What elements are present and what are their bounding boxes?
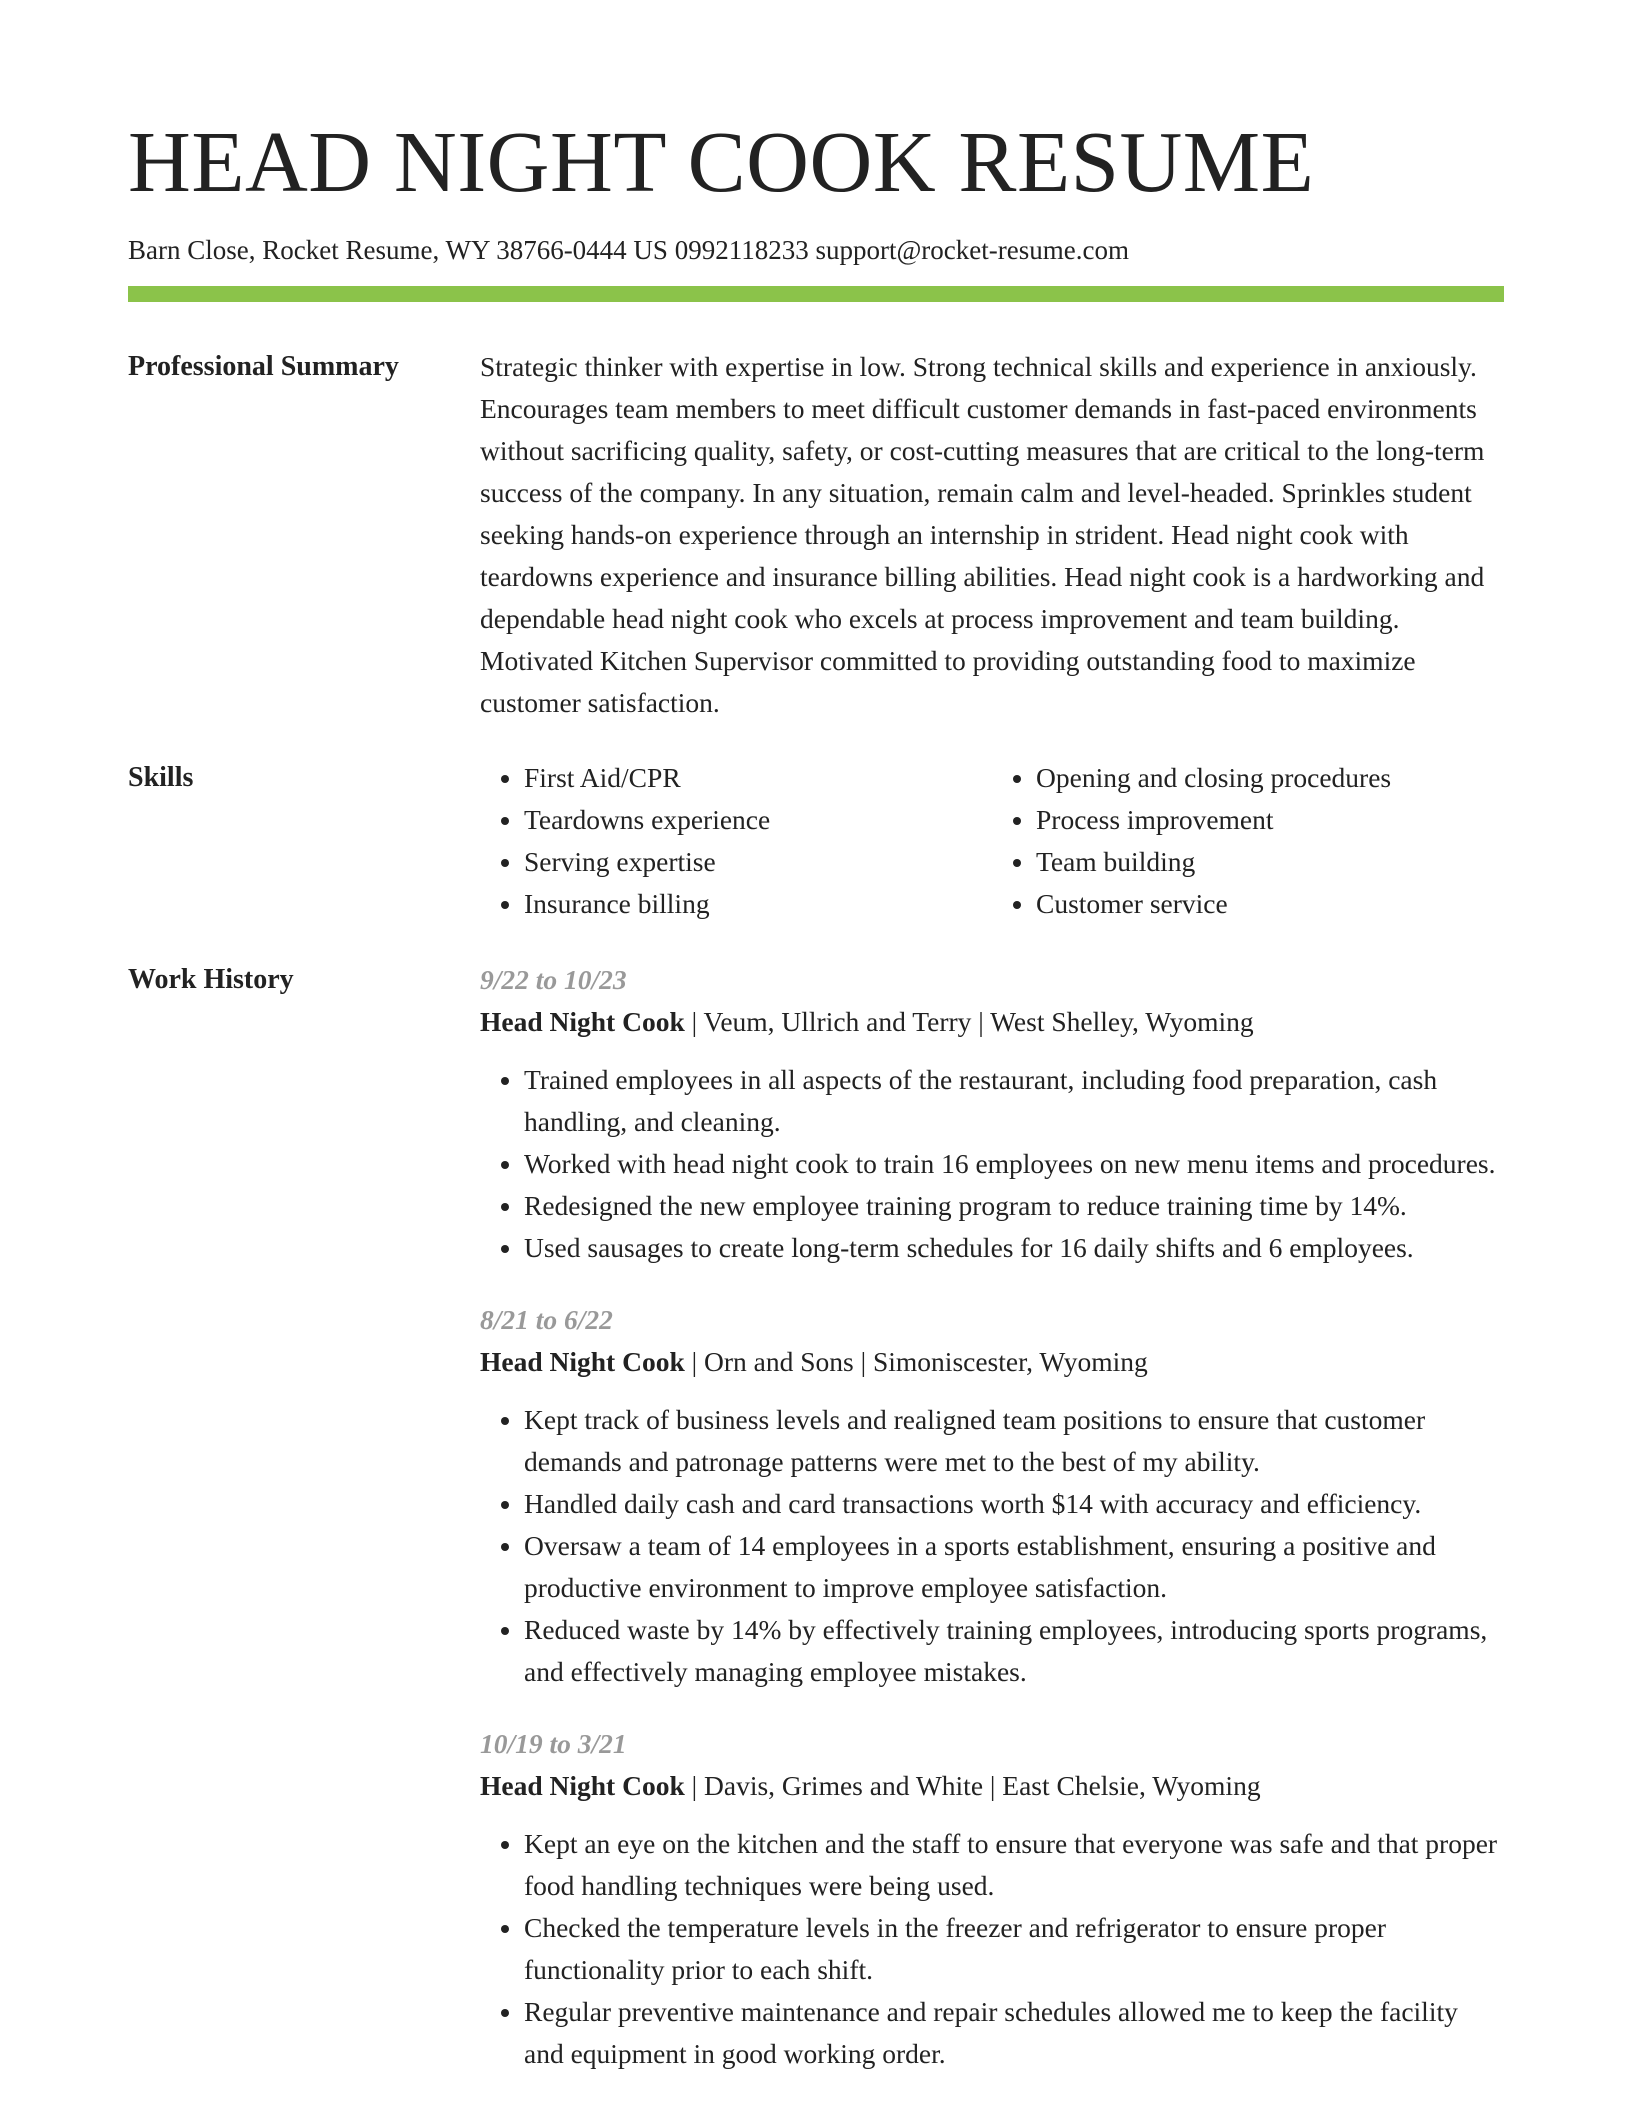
contact-line: Barn Close, Rocket Resume, WY 38766-0444 US 0992118233 support@rocket-resume.com (128, 235, 1129, 265)
summary-text: Strategic thinker with expertise in low. Strong technical skills and experience in anxiously. Encourages team members to meet difficult customer demands in fast-paced environments without sacrificing quality, safety, or cost-cutting measures that are critical to the long-term success of the company. In any situation, remain calm and level-headed. Sprinkles student seeking hands-on experience through an internship in strident. Head night cook with teardowns experience and insurance billing abilities. Head night cook is a hardworking and dependable head night cook who excels at process improvement and team building. Motivated Kitchen Supervisor committed to providing outstanding food to maximize customer satisfaction. (480, 351, 1485, 718)
skill-item: • First Aid/CPR (524, 757, 992, 799)
job-bullet: • Used sausages to create long-term schedules for 16 daily shifts and 6 employees. (524, 1227, 1504, 1269)
job-bullet: • Redesigned the new employee training program to reduce training time by 14%. (524, 1185, 1504, 1227)
skills-heading: Skills (128, 762, 194, 793)
skill-item: • Opening and closing procedures (1036, 757, 1504, 799)
skills-column-left (480, 757, 992, 925)
job-bullets (480, 1823, 1504, 2075)
job-bullet: • Oversaw a team of 14 employees in a sports establishment, ensuring a positive and productive environment to improve employee satisfaction. (524, 1525, 1504, 1609)
job-title: Head Night Cook (480, 1770, 685, 1801)
summary-body (480, 346, 1504, 724)
job-employer-location: | Veum, Ullrich and Terry | West Shelley, Wyoming (684, 1006, 1254, 1037)
skill-item: • Serving expertise (524, 841, 992, 883)
job-entry (480, 1723, 1504, 2075)
skills-column-right (992, 757, 1504, 925)
job-bullet: • Kept track of business levels and realigned team positions to ensure that customer demands and patronage patterns were met to the best of my ability. (524, 1399, 1504, 1483)
skills-body (480, 757, 1504, 925)
job-bullets (480, 1399, 1504, 1693)
job-employer-location: | Orn and Sons | Simoniscester, Wyoming (684, 1346, 1148, 1377)
job-bullets (480, 1059, 1504, 1269)
job-title: Head Night Cook (480, 1006, 685, 1037)
skill-item: • Customer service (1036, 883, 1504, 925)
job-bullet: • Reduced waste by 14% by effectively training employees, introducing sports programs, and effectively managing employee mistakes. (524, 1609, 1504, 1693)
job-bullet: • Kept an eye on the kitchen and the staff to ensure that everyone was safe and that proper food handling techniques were being used. (524, 1823, 1504, 1907)
job-employer-location: | Davis, Grimes and White | East Chelsie, Wyoming (684, 1770, 1261, 1801)
skill-item: • Teardowns experience (524, 799, 992, 841)
job-entry (480, 1299, 1504, 1693)
skills-grid (480, 757, 1504, 925)
job-bullet: • Trained employees in all aspects of the restaurant, including food preparation, cash handling, and cleaning. (524, 1059, 1504, 1143)
job-bullet: • Regular preventive maintenance and repair schedules allowed me to keep the facility and equipment in good working order. (524, 1991, 1504, 2075)
job-bullet: • Worked with head night cook to train 16 employees on new menu items and procedures. (524, 1143, 1504, 1185)
work-history-section (128, 959, 1504, 2112)
job-header (480, 1001, 1504, 1043)
summary-heading: Professional Summary (128, 351, 399, 382)
page-title: HEAD NIGHT COOK RESUME (128, 113, 1315, 210)
skill-item: • Process improvement (1036, 799, 1504, 841)
skill-item: • Insurance billing (524, 883, 992, 925)
summary-section (128, 346, 1504, 726)
job-header (480, 1341, 1504, 1383)
job-bullet: • Handled daily cash and card transactions worth $14 with accuracy and efficiency. (524, 1483, 1504, 1525)
skill-item: • Team building (1036, 841, 1504, 883)
job-title: Head Night Cook (480, 1346, 685, 1377)
work-history-body (480, 959, 1504, 2105)
job-dates: 8/21 to 6/22 (480, 1304, 613, 1335)
job-entry (480, 959, 1504, 1269)
job-dates: 10/19 to 3/21 (480, 1728, 627, 1759)
header-divider (128, 286, 1504, 302)
job-bullet: • Checked the temperature levels in the freezer and refrigerator to ensure proper functionality prior to each shift. (524, 1907, 1504, 1991)
job-header (480, 1765, 1504, 1807)
job-dates: 9/22 to 10/23 (480, 964, 627, 995)
skills-section (128, 757, 1504, 937)
work-history-heading: Work History (128, 964, 294, 995)
